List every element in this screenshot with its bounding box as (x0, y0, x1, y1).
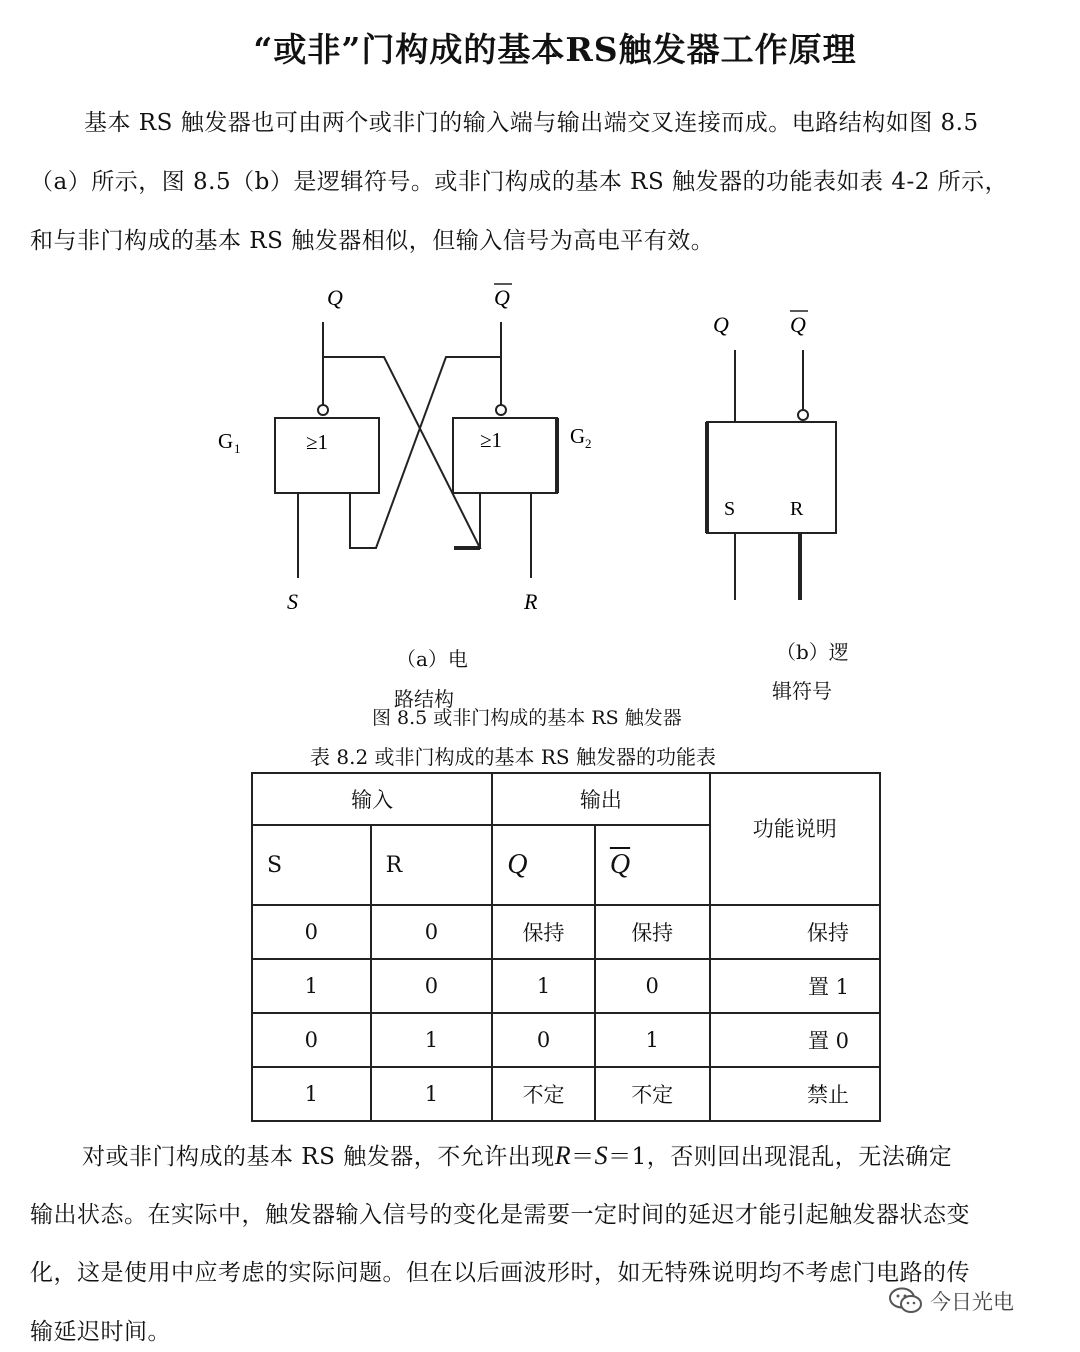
circuit-q-label: Q (327, 285, 343, 310)
cell-q: 0 (492, 1013, 595, 1067)
figure-caption: 图 8.5 或非门构成的基本 RS 触发器 (372, 707, 682, 729)
cell-qbar: 1 (595, 1013, 710, 1067)
outro-line-1 (82, 1138, 952, 1171)
outro-line-1-pre: 对或非门构成的基本 RS 触发器，不允许出现 (82, 1144, 555, 1170)
circuit-qbar-label: Q (494, 285, 510, 310)
caption-a-line-2: 路结构 (394, 687, 454, 711)
table-row (252, 959, 880, 1013)
col-header-r: R (371, 825, 493, 905)
g2-inversion-bubble (496, 405, 506, 415)
circuit-r-label: R (524, 589, 538, 614)
cell-r: 1 (371, 1013, 493, 1067)
header-function: 功能说明 (710, 773, 880, 905)
cell-function: 禁止 (710, 1067, 880, 1121)
caption-a-line-1: （a）电 (396, 647, 468, 671)
cell-qbar: 保持 (595, 905, 710, 959)
symbol-r-label: R (790, 498, 804, 520)
gate-g2-label: G (570, 424, 586, 448)
gate-g1-label: G (218, 429, 234, 453)
circuit-s-label: S (287, 589, 298, 614)
cross-wire-q-to-g2 (323, 357, 480, 548)
cell-q: 保持 (492, 905, 595, 959)
cell-s: 0 (252, 1013, 371, 1067)
symbol-inversion-bubble (798, 410, 808, 420)
table-caption: 表 8.2 或非门构成的基本 RS 触发器的功能表 (310, 745, 716, 769)
wechat-icon (888, 1286, 924, 1316)
cell-function: 置 0 (710, 1013, 880, 1067)
cell-s: 1 (252, 1067, 371, 1121)
cell-function: 置 1 (710, 959, 880, 1013)
symbol-s-label: S (724, 498, 736, 520)
watermark-text: 今日光电 (930, 1290, 1014, 1314)
gate-g1-subscript: 1 (234, 441, 241, 456)
function-table (251, 772, 881, 1122)
col-header-qbar: $\overline{Q}$ (595, 825, 710, 905)
table-row (252, 1013, 880, 1067)
outro-line-3: 化，这是使用中应考虑的实际问题。但在以后画波形时，如无特殊说明均不考虑门电路的传 (30, 1260, 970, 1286)
outro-line-2: 输出状态。在实际中，触发器输入信号的变化是需要一定时间的延迟才能引起触发器状态变 (30, 1202, 970, 1228)
caption-b-line-1: （b）逻 (776, 640, 849, 664)
cell-r: 0 (371, 959, 493, 1013)
cell-s: 1 (252, 959, 371, 1013)
cell-s: 0 (252, 905, 371, 959)
cross-wire-qbar-to-g1 (350, 357, 501, 548)
gate-g2-symbol: ≥1 (480, 428, 503, 452)
symbol-q-label: Q (713, 312, 729, 337)
equation-end: ＝1， (608, 1144, 671, 1170)
equation-r: R (554, 1141, 572, 1170)
table-row (252, 1067, 880, 1121)
col-header-s: S (252, 825, 371, 905)
cell-function: 保持 (710, 905, 880, 959)
header-output: 输出 (492, 773, 709, 825)
intro-line-3: 和与非门构成的基本 RS 触发器相似，但输入信号为高电平有效。 (30, 228, 715, 254)
gate-g1-symbol: ≥1 (306, 430, 329, 454)
equation-s: S (594, 1141, 609, 1170)
intro-line-1: 基本 RS 触发器也可由两个或非门的输入端与输出端交叉连接而成。电路结构如图 8.5 (84, 110, 979, 136)
col-header-q: Q (492, 825, 595, 905)
symbol-qbar-label: Q (790, 312, 806, 337)
table-header-row-1 (252, 773, 880, 825)
gate-g2-box (453, 418, 557, 493)
cell-qbar: 0 (595, 959, 710, 1013)
cell-q: 1 (492, 959, 595, 1013)
cell-qbar: 不定 (595, 1067, 710, 1121)
equation-equals: ＝ (571, 1144, 595, 1170)
table-row (252, 905, 880, 959)
page-title: “或非”门构成的基本RS触发器工作原理 (253, 30, 857, 69)
cell-r: 0 (371, 905, 493, 959)
caption-b-line-2: 辑符号 (772, 679, 832, 703)
intro-line-2: （a）所示，图 8.5（b）是逻辑符号。或非门构成的基本 RS 触发器的功能表如表 4-2 所示， (30, 169, 1009, 195)
cell-r: 1 (371, 1067, 493, 1121)
outro-line-1-post: 否则回出现混乱，无法确定 (670, 1144, 953, 1170)
gate-g2-subscript: 2 (585, 436, 592, 451)
outro-line-4: 输延迟时间。 (30, 1319, 171, 1345)
g1-inversion-bubble (318, 405, 328, 415)
header-input: 输入 (252, 773, 492, 825)
watermark (888, 1286, 1014, 1316)
cell-q: 不定 (492, 1067, 595, 1121)
